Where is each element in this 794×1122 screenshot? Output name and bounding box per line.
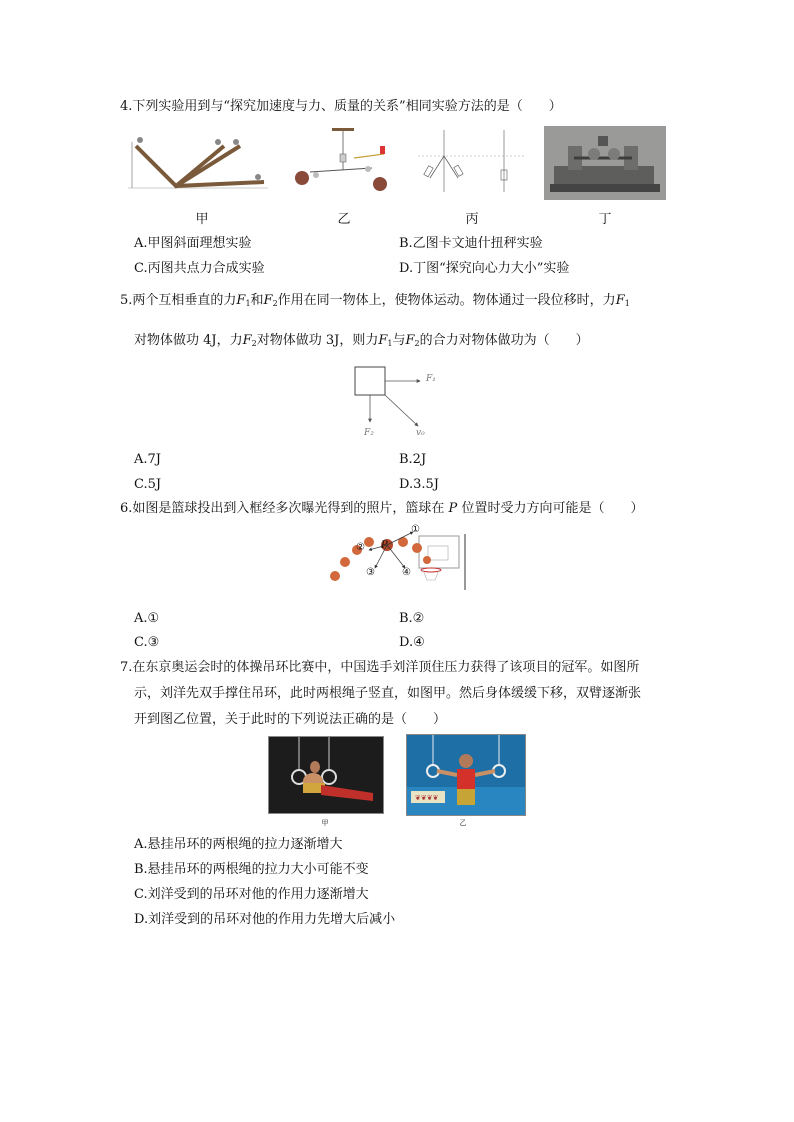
q6-option-c: C.③ (134, 635, 160, 650)
q4-figure-bing (418, 126, 524, 200)
q4-caption-jia: 甲 (195, 212, 209, 227)
q4-option-a: A.甲图斜面理想实验 (134, 236, 252, 251)
q5-label-f2: F₂ (364, 428, 374, 438)
q4-option-d: D.丁图“探究向心力大小”实验 (399, 261, 570, 276)
q6-label-2: ② (356, 542, 365, 553)
q5-option-b: B.2J (399, 452, 427, 467)
q7-caption-jia: 甲 (321, 819, 329, 827)
q7-option-a: A.悬挂吊环的两根绳的拉力逐渐增大 (134, 837, 343, 852)
q5-option-d: D.3.5J (399, 477, 439, 492)
q7-option-c: C.刘洋受到的吊环对他的作用力逐渐增大 (134, 887, 369, 902)
q6-option-d: D.④ (399, 635, 425, 650)
q4-figure-jia (128, 132, 268, 194)
q6-basketball-figure (325, 524, 475, 590)
q7-stem-line3: 开到图乙位置，关于此时的下列说法正确的是（ ） (134, 712, 447, 727)
q4-caption-yi: 乙 (337, 212, 351, 227)
q7-stem-line2: 示，刘洋先双手撑住吊环，此时两根绳子竖直，如图甲。然后身体缓缓下移，双臂逐渐张 (134, 686, 642, 701)
q6-stem: 6.如图是篮球投出到入框经多次曝光得到的照片，篮球在 P 位置时受力方向可能是（ ） (120, 501, 644, 516)
q7-stem-line1: 7.在东京奥运会时的体操吊环比赛中，中国选手刘洋顶住压力获得了该项目的冠军。如图所 (120, 660, 640, 675)
q5-stem-line1: 5.两个互相垂直的力$F_1$和$F_2$作用在同一物体上，使物体运动。物体通过一段位移时，力$F_1$ (120, 293, 630, 308)
q6-label-4: ④ (402, 567, 411, 578)
q5-label-f1: F₁ (426, 374, 436, 384)
q4-stem: 4.下列实验用到与“探究加速度与力、质量的关系”相同实验方法的是（ ） (120, 99, 562, 114)
q5-option-a: A.7J (134, 452, 162, 467)
q5-option-c: C.5J (134, 477, 162, 492)
q7-option-b: B.悬挂吊环的两根绳的拉力大小可能不变 (134, 862, 369, 877)
q4-figure-ding (544, 126, 666, 200)
q4-figure-yi (288, 128, 398, 200)
q6-option-b: B.② (399, 611, 425, 626)
q7-photo-yi (406, 734, 526, 816)
q7-photo-jia (268, 736, 384, 814)
q5-stem-line2: 对物体做功 4J，力$F_2$对物体做功 3J，则力$F_1$与$F_2$的合力对物体做功为（ ） (134, 333, 589, 348)
q6-option-a: A.① (134, 611, 160, 626)
q6-label-p: P (381, 540, 388, 551)
svg-text:❦❦❦❦: ❦❦❦❦ (415, 794, 439, 802)
q4-caption-ding: 丁 (598, 212, 612, 227)
q4-caption-bing: 丙 (465, 212, 479, 227)
q7-caption-yi: 乙 (459, 819, 467, 827)
q5-label-v0: v₀ (416, 428, 425, 438)
q6-label-1: ① (411, 524, 420, 535)
q7-option-d: D.刘洋受到的吊环对他的作用力先增大后减小 (134, 912, 396, 927)
q4-option-c: C.丙图共点力合成实验 (134, 261, 265, 276)
q6-label-3: ③ (366, 567, 375, 578)
q4-option-b: B.乙图卡文迪什扭秤实验 (399, 236, 543, 251)
